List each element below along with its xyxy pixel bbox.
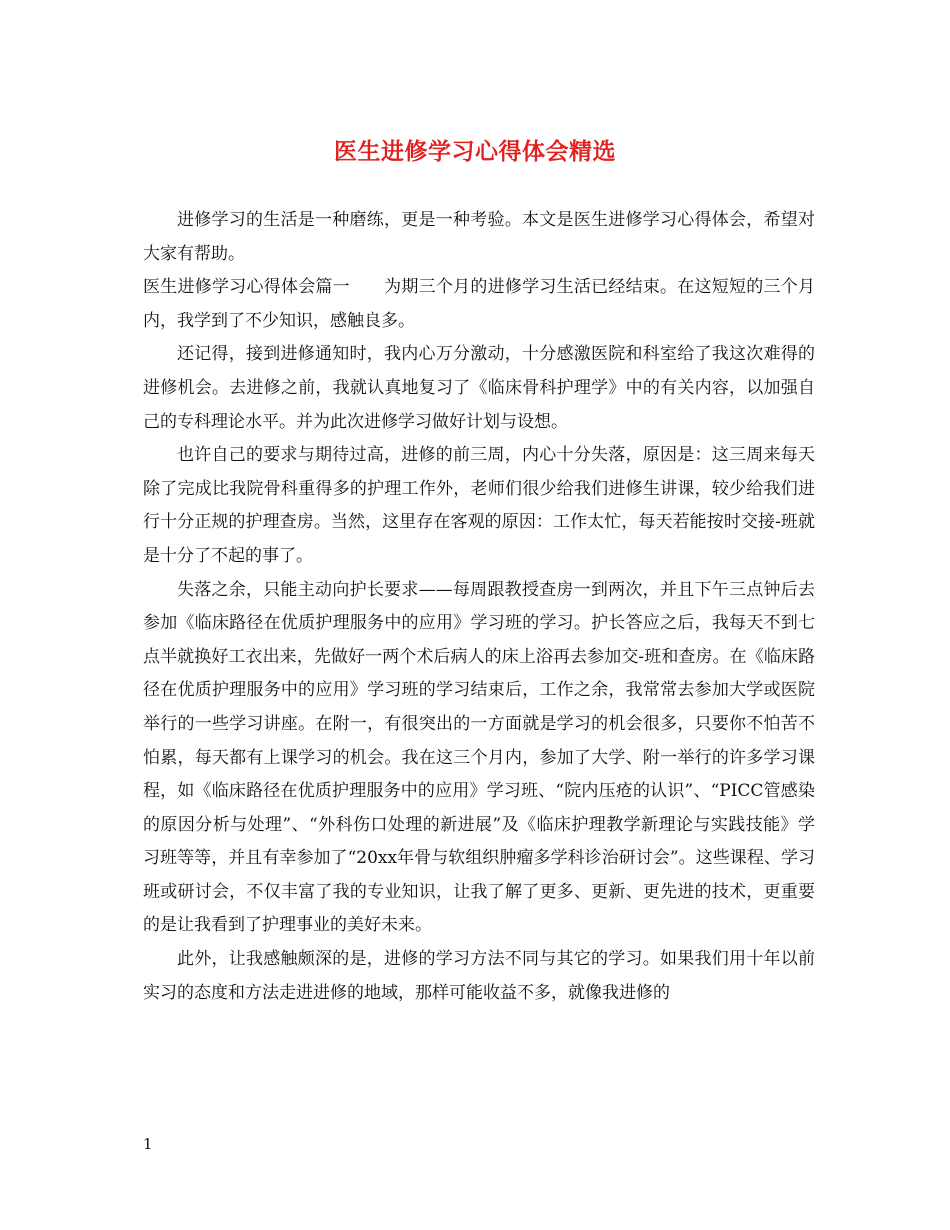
document-title: 医生进修学习心得体会精选 xyxy=(334,138,616,165)
intro-paragraph: 进修学习的生活是一种磨练，更是一种考验。本文是医生进修学习心得体会，希望对大家有帮助。 xyxy=(143,210,815,264)
paragraph-learning: 失落之余，只能主动向护长要求——每周跟教授查房一到两次，并且下午三点钟后去参加《临床路径在优质护理服务中的应用》学习班的学习。护长答应之后，我每天不到七点半就换好工衣出来，先做好一两个术后病人的床上浴再去参加交-班和查房。在《临床路径在优质护理服务中的应用》学习班的学习结束后，工作之余，我常常去参加大学或医院举行的一些学习讲座。在附一，有很突出的一方面就是学习的机会很多，只要你不怕苦不怕累，每天都有上课学习的机会。我在这三个月内，参加了大学、附一举行的许多学习课程，如《临床路径在优质护理服务中的应用》学习班、“院内压疮的认识”、“PICC管感染的原因分析与处理”、“外科伤口处理的新进展”及《临床护理教学新理论与实践技能》学习班等等，并且有幸参加了“20xx年骨与软组织肿瘤多学科诊治研讨会”。这些课程、学习班或研讨会，不仅丰富了我的专业知识，让我了解了更多、更新、更先进的技术，更重要的是让我看到了护理事业的美好未来。 xyxy=(143,579,815,936)
paragraph-expectation: 也许自己的要求与期待过高，进修的前三周，内心十分失落，原因是：这三周来每天除了完成比我院骨科重得多的护理工作外，老师们很少给我们进修生讲课，较少给我们进行十分正规的护理查房。当然，这里存在客观的原因：工作太忙，每天若能按时交接-班就是十分了不起的事了。 xyxy=(143,445,815,566)
section-text: 为期三个月的进修学习生活已经结束。在这短短的三个月内，我学到了不少知识，感触良多。 xyxy=(143,277,816,331)
section-heading: 医生进修学习心得体会篇一 xyxy=(143,277,350,298)
document-body xyxy=(143,204,815,1010)
paragraph-recall: 还记得，接到进修通知时，我内心万分激动，十分感激医院和科室给了我这次难得的进修机会。去进修之前，我就认真地复习了《临床骨科护理学》中的有关内容，以加强自己的专科理论水平。并为此次进修学习做好计划与设想。 xyxy=(143,344,815,432)
section-paragraph xyxy=(143,271,815,338)
paragraph-method: 此外，让我感触颇深的是，进修的学习方法不同与其它的学习。如果我们用十年以前实习的态度和方法走进进修的地域，那样可能收益不多，就像我进修的 xyxy=(143,949,815,1003)
page-number: 1 xyxy=(143,1135,153,1153)
